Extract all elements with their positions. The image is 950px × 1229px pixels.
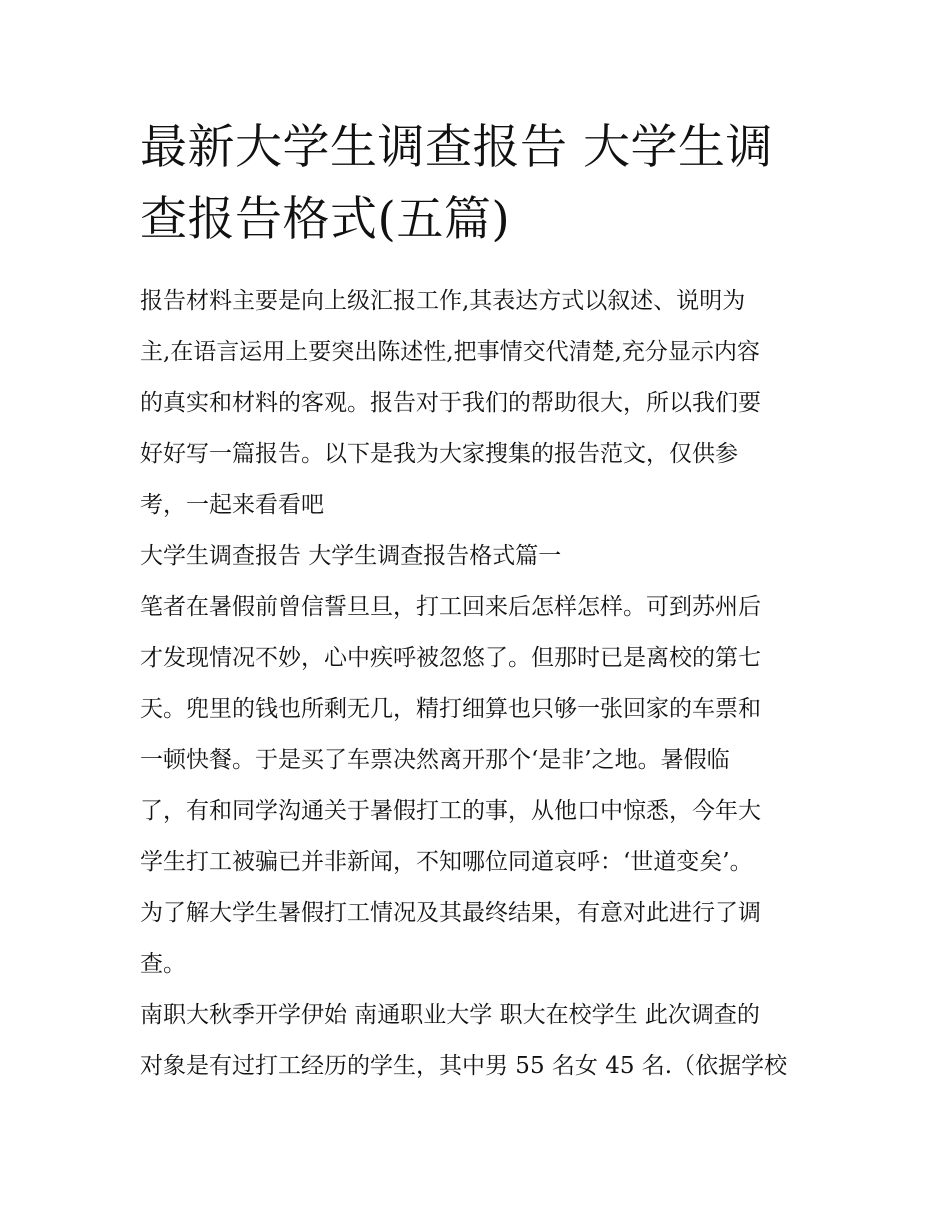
text-line: 南职大秋季开学伊始 南通职业大学 职大在校学生 此次调查的	[140, 1002, 760, 1028]
text-line: 考，一起来看看吧	[140, 492, 324, 518]
text-line: 了，有和同学沟通关于暑假打工的事，从他口中惊悉，今年大	[140, 798, 761, 824]
text-line: 大学生调查报告 大学生调查报告格式篇一	[140, 543, 562, 569]
document-body	[140, 276, 812, 1092]
text-line: 天。兜里的钱也所剩无几，精打细算也只够一张回家的车票和	[140, 696, 761, 722]
section-heading	[140, 531, 812, 582]
text-line: 一顿快餐。于是买了车票决然离开那个‘是非’之地。暑假临	[140, 747, 730, 773]
text-line: 笔者在暑假前曾信誓旦旦，打工回来后怎样怎样。可到苏州后	[140, 594, 761, 620]
text-line: 查。	[140, 951, 186, 977]
intro-paragraph	[140, 276, 812, 531]
text-line: 对象是有过打工经历的学生，其中男 55 名女 45 名.（依据学校	[140, 1053, 788, 1079]
text-line: 好好写一篇报告。以下是我为大家搜集的报告范文，仅供参	[140, 441, 738, 467]
text-line: 报告材料主要是向上级汇报工作,其表达方式以叙述、说明为	[140, 288, 746, 314]
text-line: 主,在语言运用上要突出陈述性,把事情交代清楚,充分显示内容	[140, 339, 760, 365]
text-line: 为了解大学生暑假打工情况及其最终结果，有意对此进行了调	[140, 900, 761, 926]
title-line-1: 最新大学生调查报告 大学生调	[140, 120, 773, 175]
text-line: 才发现情况不妙，心中疾呼被忽悠了。但那时已是离校的第七	[140, 645, 761, 671]
story-paragraph	[140, 582, 812, 990]
text-line: 学生打工被骗已并非新闻，不知哪位同道哀呼：‘世道变矣’。	[140, 849, 753, 875]
survey-paragraph	[140, 990, 812, 1092]
text-line: 的真实和材料的客观。报告对于我们的帮助很大，所以我们要	[140, 390, 761, 416]
document-title	[140, 112, 820, 256]
title-line-2: 查报告格式(五篇)	[140, 192, 511, 247]
